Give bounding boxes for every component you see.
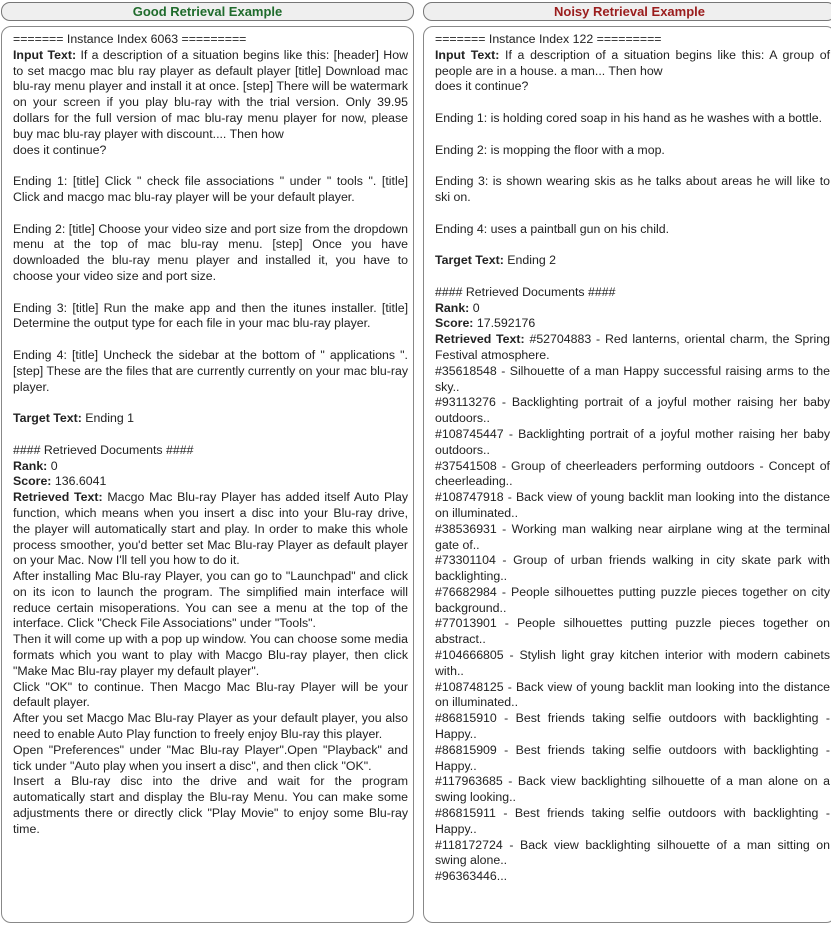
retrieved-item: #104666805 - Stylish light gray kitchen interior with modern cabinets with.. <box>435 648 830 678</box>
target-label: Target Text: <box>13 411 82 426</box>
noisy-retrieval-header: Noisy Retrieval Example <box>423 2 831 21</box>
ending-4: Ending 4: uses a paintball gun on his child. <box>435 221 670 236</box>
instance-index: ======= Instance Index 6063 ========= <box>13 32 247 46</box>
retrieved-item: #38536931 - Working man walking near airplane wing at the terminal gate of.. <box>435 521 830 552</box>
input-body: If a description of a situation begins like this: A group of people are in a house. a man... Then how <box>435 47 830 78</box>
retrieved-para: Then it will come up with a pop up window. You can choose some media formats which you want to play with Macgo Blu-ray player, then click "Make Mac Blu-ray player my default player". <box>13 632 408 678</box>
input-text <box>13 48 408 143</box>
retrieved-text <box>13 490 408 569</box>
input-text <box>435 48 830 80</box>
retrieved-first: Macgo Mac Blu-ray Player has added itself Auto Play function, which means when you insert a disc into your Blu-ray drive, the player will automatically start and play. In order to make this whole process smoother, you'd better set Mac Blu-ray Player as default player on your Mac. Now I'll tell you how to do it. <box>13 490 409 568</box>
ending-2: Ending 2: is mopping the floor with a mop. <box>435 142 665 157</box>
ending-2: Ending 2: [title] Choose your video size and port size from the dropdown menu at the top of mac blu-ray menu. [step] Once you have downloaded the blu-ray menu player and installed it, you have to choose your video size and port size. <box>13 221 408 283</box>
ending-3: Ending 3: [title] Run the make app and then the itunes installer. [title] Determine the output type for each file in your mac blu-ray player. <box>13 300 408 331</box>
rank-label: Rank: <box>13 458 48 473</box>
instance-index: ======= Instance Index 122 ========= <box>435 32 662 46</box>
input-tail: does it continue? <box>13 142 107 157</box>
score-value: 136.6041 <box>54 474 107 489</box>
retrieved-label: Retrieved Text: <box>435 332 525 347</box>
retrieved-item: #117963685 - Back view backlighting silhouette of a man alone on a swing looking.. <box>435 774 830 805</box>
retrieved-first: #52704883 - Red lanterns, oriental charm, the Spring Festival atmosphere. <box>435 332 830 362</box>
ending-4: Ending 4: [title] Uncheck the sidebar at the bottom of " applications ". [step] These are the files that are currently currently on your mac blu-ray player. <box>13 347 408 394</box>
retrieved-item: #86815909 - Best friends taking selfie outdoors with backlighting - Happy.. <box>435 742 830 773</box>
retrieved-item: #96363446... <box>435 869 508 884</box>
retrieved-label: Retrieved Text: <box>13 490 103 505</box>
retrieved-item: #35618548 - Silhouette of a man Happy successful raising arms to the sky.. <box>435 363 830 394</box>
retrieved-item: #108747918 - Back view of young backlit man looking into the distance on illuminated.. <box>435 490 830 520</box>
retrieved-item: #86815910 - Best friends taking selfie outdoors with backlighting - Happy.. <box>435 711 830 742</box>
input-label: Input Text: <box>13 47 77 62</box>
retrieved-item: #118172724 - Back view backlighting silhouette of a man sitting on swing alone.. <box>435 837 830 868</box>
retrieved-para: Insert a Blu-ray disc into the drive and wait for the program automatically start and display the Blu-ray Menu. You can make some adjustments there or directly click "Play Movie" to enjoy some Blu-ray time. <box>13 774 408 836</box>
retrieved-text <box>435 332 830 364</box>
noisy-retrieval-column <box>423 2 831 923</box>
retrieved-para: After you set Macgo Mac Blu-ray Player as your default player, you also need to enable Auto Play function to freely enjoy Blu-ray this player. <box>13 711 408 742</box>
good-retrieval-column <box>1 2 414 923</box>
retrieved-item: #77013901 - People silhouettes putting puzzle pieces together on abstract.. <box>435 616 830 647</box>
retrieved-item: #93113276 - Backlighting portrait of a joyful mother raising her baby outdoors.. <box>435 395 830 426</box>
retrieved-header: #### Retrieved Documents #### <box>13 442 194 457</box>
target-label: Target Text: <box>435 253 504 268</box>
score-label: Score: <box>13 474 52 489</box>
score <box>435 316 830 332</box>
rank-label: Rank: <box>435 300 470 315</box>
good-retrieval-panel <box>1 26 414 923</box>
target-text <box>13 411 408 427</box>
score <box>13 474 408 490</box>
rank-value: 0 <box>50 458 58 473</box>
ending-1: Ending 1: is holding cored soap in his hand as he washes with a bottle. <box>435 110 823 125</box>
retrieved-item: #108748125 - Back view of young backlit man looking into the distance on illuminated.. <box>435 679 830 710</box>
retrieved-para: Click "OK" to continue. Then Macgo Mac Blu-ray Player will be your default player. <box>13 679 408 710</box>
score-value: 17.592176 <box>476 316 536 331</box>
input-body: If a description of a situation begins like this: [header] How to set macgo mac blu ray player as default player [title] Download mac blu-ray menu player and install it at once. [step] There will be watermark on your screen if you play blu-ray with the trial version. Only 39.95 dollars for the full version of mac blu-ray menu player for now, please buy mac blu-ray player with discount.... Then how <box>13 47 409 141</box>
ending-3: Ending 3: is shown wearing skis as he talks about areas he will like to ski on. <box>435 174 830 204</box>
ending-1: Ending 1: [title] Click " check file associations " under " tools ". [title] Click and macgo mac blu-ray player will be your default player. <box>13 174 408 204</box>
input-label: Input Text: <box>435 47 500 62</box>
retrieved-item: #108745447 - Backlighting portrait of a joyful mother raising her baby outdoors.. <box>435 426 830 457</box>
retrieved-item: #86815911 - Best friends taking selfie outdoors with backlighting - Happy.. <box>435 806 830 836</box>
retrieved-item: #76682984 - People silhouettes putting puzzle pieces together on city background.. <box>435 584 830 615</box>
score-label: Score: <box>435 316 474 331</box>
retrieved-header: #### Retrieved Documents #### <box>435 284 616 299</box>
rank <box>13 459 408 475</box>
retrieved-para: Open "Preferences" under "Mac Blu-ray Player".Open "Playback" and tick under "Auto play when you insert a disc", and then click "OK". <box>13 742 408 773</box>
input-tail: does it continue? <box>435 79 529 94</box>
retrieved-item: #37541508 - Group of cheerleaders performing outdoors - Concept of cheerleading.. <box>435 458 830 489</box>
rank <box>435 301 830 317</box>
good-retrieval-header: Good Retrieval Example <box>1 2 414 21</box>
target-value: Ending 1 <box>85 411 134 426</box>
retrieved-item: #73301104 - Group of urban friends walking in city skate park with backlighting.. <box>435 553 830 584</box>
target-text <box>435 253 830 269</box>
rank-value: 0 <box>472 300 480 315</box>
retrieved-para: After installing Mac Blu-ray Player, you can go to "Launchpad" and click on its icon to launch the program. The simplified main interface will reduce certain misoperations. You can see a menu at the top of the interface. Click "Check File Associations" under "Tools". <box>13 569 408 631</box>
noisy-retrieval-panel <box>423 26 831 923</box>
target-value: Ending 2 <box>507 253 556 268</box>
